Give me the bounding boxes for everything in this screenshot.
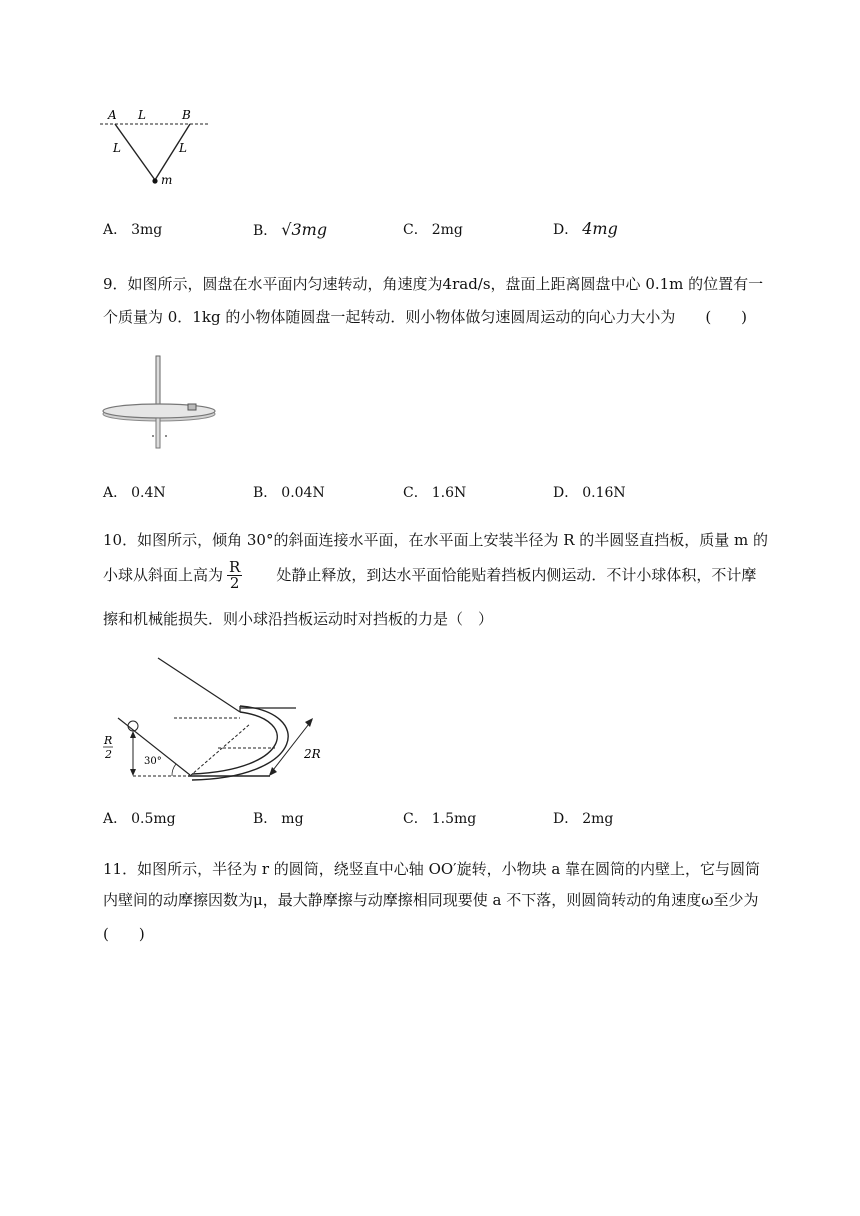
q10-stem-line1: 10．如图所示，倾角 30°的斜面连接水平面，在水平面上安装半径为 R 的半圆竖直挡板，质量 m 的 — [103, 531, 769, 549]
q8-option-d[interactable]: D． 4mg — [553, 219, 618, 238]
label-h-den: 2 — [105, 748, 112, 761]
q11-stem-line2: 内壁间的动摩擦因数为μ，最大静摩擦与动摩擦相同现要使 a 不下落，则圆筒转动的角速度ω至少为 — [103, 891, 759, 909]
q11-stem-line3: ( ) — [103, 925, 145, 943]
label-mass: m — [161, 173, 173, 187]
q9-option-c[interactable]: C． 1.6N — [403, 485, 467, 501]
figure-q9-disk — [100, 352, 224, 454]
label-right-l: L — [179, 141, 187, 155]
q10-option-b[interactable]: B． mg — [253, 811, 304, 827]
q9-option-b[interactable]: B． 0.04N — [253, 485, 325, 501]
label-h-num: R — [104, 734, 113, 747]
q9-option-a[interactable]: A． 0.4N — [103, 485, 166, 501]
q9-stem-line1: 9．如图所示，圆盘在水平面内匀速转动，角速度为4rad/s，盘面上距离圆盘中心 0.1m 的位置有一 — [103, 275, 764, 293]
q9-stem-line2: 个质量为 0．1kg 的小物体随圆盘一起转动．则小物体做匀速圆周运动的向心力大小为 ( ) — [103, 308, 748, 326]
q8-option-b[interactable]: B． √3mg — [253, 220, 328, 239]
q11-stem-line1: 11．如图所示，半径为 r 的圆筒，绕竖直中心轴 OO′旋转，小物块 a 靠在圆筒的内壁上，它与圆筒 — [103, 860, 761, 878]
q8-option-a[interactable]: A． 3mg — [103, 222, 163, 238]
label-top-l: L — [138, 108, 146, 122]
label-angle: 30° — [144, 756, 162, 767]
label-2r: 2R — [304, 747, 321, 761]
q10-stem-line3: 擦和机械能损失．则小球沿挡板运动时对挡板的力是（ ） — [103, 610, 494, 628]
label-b: B — [182, 108, 191, 122]
figure-q10-incline-semicircle — [100, 652, 340, 782]
q10-option-c[interactable]: C． 1.5mg — [403, 811, 477, 827]
q10-option-a[interactable]: A． 0.5mg — [103, 811, 176, 827]
figure-q8-pendulum — [98, 104, 218, 192]
q9-option-d[interactable]: D． 0.16N — [553, 485, 626, 501]
label-left-l: L — [113, 141, 121, 155]
q10-option-d[interactable]: D． 2mg — [553, 811, 614, 827]
q8-option-c[interactable]: C． 2mg — [403, 222, 463, 238]
label-a: A — [108, 108, 117, 122]
height-fraction: $\frac{R}{2}$ — [229, 557, 241, 592]
q10-stem-line2: 小球从斜面上高为 $\frac{R}{2}$ 处静止释放，到达水平面恰能贴着挡板内侧运动．不计小球体积，不计摩 — [103, 557, 757, 592]
